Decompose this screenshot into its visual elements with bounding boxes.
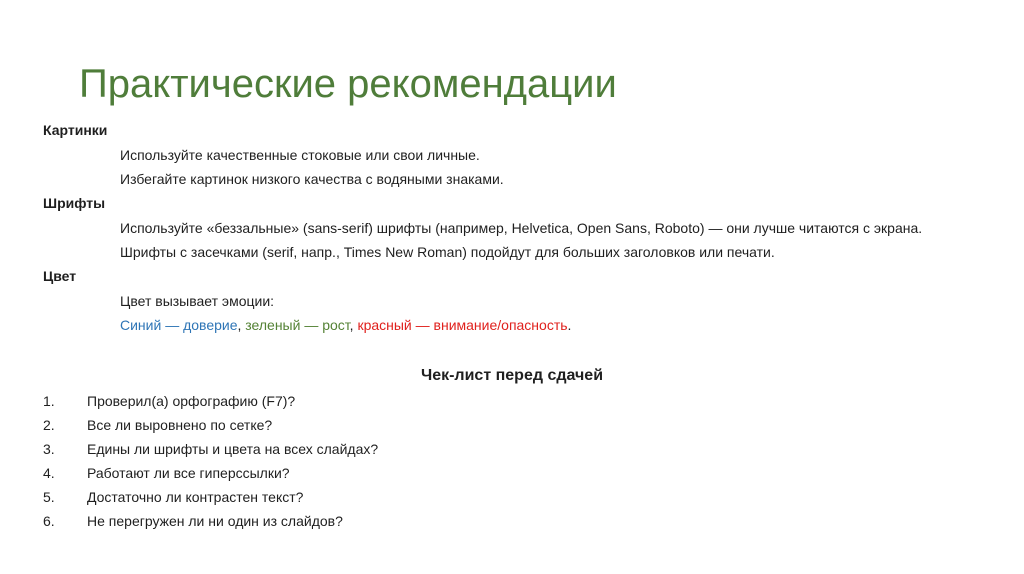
section-heading-images: Картинки [43, 122, 108, 138]
checklist-item-number: 3. [43, 441, 55, 457]
images-tip-2: Избегайте картинок низкого качества с водяными знаками. [120, 171, 504, 187]
checklist-title: Чек-лист перед сдачей [420, 367, 604, 384]
color-separator-1: , [237, 317, 246, 333]
color-green-text: зеленый — рост [245, 317, 350, 333]
checklist-item-text: Работают ли все гиперссылки? [87, 465, 290, 481]
images-tip-1: Используйте качественные стоковые или свои личные. [120, 147, 480, 163]
checklist-item-number: 6. [43, 513, 55, 529]
checklist-item-number: 2. [43, 417, 55, 433]
checklist-item-text: Не перегружен ли ни один из слайдов? [87, 513, 343, 529]
checklist-item-number: 5. [43, 489, 55, 505]
checklist-item-number: 1. [43, 393, 55, 409]
checklist-item [43, 440, 378, 458]
color-tip-1: Цвет вызывает эмоции: [120, 293, 275, 309]
checklist-item-text: Проверил(а) орфографию (F7)? [87, 393, 296, 409]
color-line-end: . [567, 317, 572, 333]
section-heading-fonts: Шрифты [43, 195, 106, 211]
fonts-tip-1: Используйте «беззальные» (sans-serif) шрифты (например, Helvetica, Open Sans, Roboto) — они лучше читаются с экрана. [120, 220, 923, 236]
checklist-item [43, 392, 295, 410]
checklist-item [43, 464, 290, 482]
checklist-item-number: 4. [43, 465, 55, 481]
checklist-item-text: Едины ли шрифты и цвета на всех слайдах? [87, 441, 379, 457]
checklist-item [43, 512, 343, 530]
color-separator-2: , [349, 317, 358, 333]
color-blue-text: Синий — доверие [120, 317, 238, 333]
checklist-item [43, 416, 272, 434]
color-red-text: красный — внимание/опасность [357, 317, 568, 333]
checklist-item [43, 488, 303, 506]
checklist-item-text: Все ли выровнено по сетке? [87, 417, 273, 433]
checklist-item-text: Достаточно ли контрастен текст? [87, 489, 304, 505]
fonts-tip-2: Шрифты с засечками (serif, напр., Times New Roman) подойдут для больших заголовков или печати. [120, 244, 775, 260]
section-heading-color: Цвет [43, 268, 77, 284]
slide-title: Практические рекомендации [79, 62, 617, 106]
color-meaning-line [120, 316, 571, 334]
